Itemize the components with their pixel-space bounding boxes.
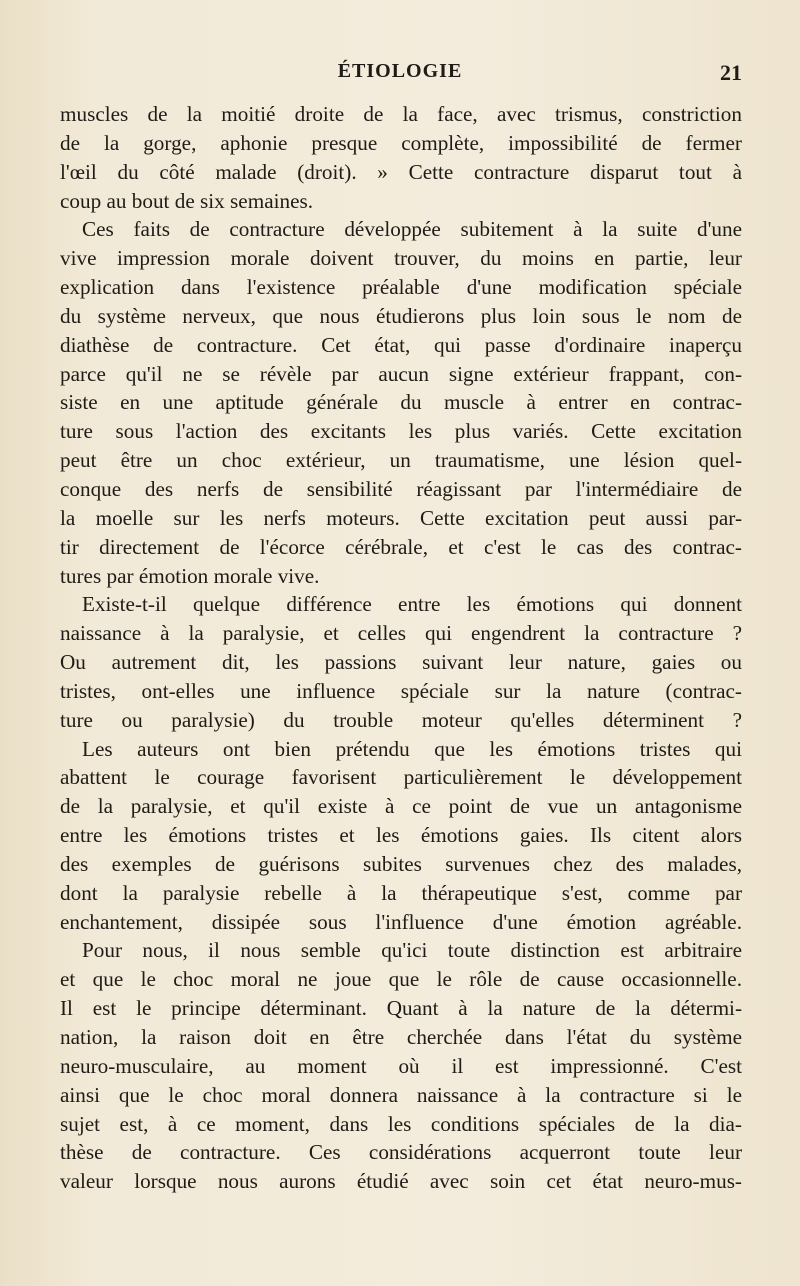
text-line: explication dans l'existence préalable d'une modification spéciale [60, 275, 742, 300]
text-line: et que le choc moral ne joue que le rôle de cause occasionnelle. [60, 967, 742, 992]
text-line: l'œil du côté malade (droit). » Cette contracture disparut tout à [60, 159, 742, 184]
running-header [0, 60, 800, 90]
text-line: Existe-t-il quelque différence entre les émotions qui donnent [82, 592, 742, 617]
text-line: Les auteurs ont bien prétendu que les émotions tristes qui [82, 736, 742, 761]
text-line: Pour nous, il nous semble qu'ici toute distinction est arbitraire [82, 938, 742, 963]
text-line: de la paralysie, et qu'il existe à ce point de vue un antagonisme [60, 794, 742, 819]
text-line: ture sous l'action des excitants les plus variés. Cette excitation [60, 419, 742, 444]
text-line: de la gorge, aphonie presque complète, impossibilité de fermer [60, 130, 742, 155]
text-line: valeur lorsque nous aurons étudié avec soin cet état neuro-mus- [60, 1169, 742, 1194]
text-line: neuro-musculaire, au moment où il est impressionné. C'est [60, 1053, 742, 1078]
text-line: enchantement, dissipée sous l'influence d'une émotion agréable. [60, 909, 742, 934]
text-line: dont la paralysie rebelle à la thérapeutique s'est, comme par [60, 880, 742, 905]
text-line: naissance à la paralysie, et celles qui engendrent la contracture ? [60, 621, 742, 646]
text-line: entre les émotions tristes et les émotions gaies. Ils citent alors [60, 823, 742, 848]
text-line: sujet est, à ce moment, dans les conditions spéciales de la dia- [60, 1111, 742, 1136]
text-line: parce qu'il ne se révèle par aucun signe extérieur frappant, con- [60, 361, 742, 386]
text-line: tristes, ont-elles une influence spéciale sur la nature (contrac- [60, 678, 742, 703]
text-line: la moelle sur les nerfs moteurs. Cette excitation peut aussi par- [60, 505, 742, 530]
text-line: coup au bout de six semaines. [60, 188, 314, 213]
text-line: des exemples de guérisons subites survenues chez des malades, [60, 851, 742, 876]
chapter-title: ÉTIOLOGIE [337, 60, 463, 82]
page-number: 21 [720, 60, 742, 85]
text-line: diathèse de contracture. Cet état, qui passe d'ordinaire inaperçu [60, 332, 742, 357]
text-line: Il est le principe déterminant. Quant à la nature de la détermi- [60, 996, 742, 1021]
body-text [60, 100, 742, 1196]
text-line: thèse de contracture. Ces considérations acquerront toute leur [60, 1140, 742, 1165]
text-line: vive impression morale doivent trouver, du moins en partie, leur [60, 246, 742, 271]
text-line: siste en une aptitude générale du muscle à entrer en contrac- [60, 390, 742, 415]
text-line: muscles de la moitié droite de la face, avec trismus, constriction [60, 102, 742, 126]
text-line: ture ou paralysie) du trouble moteur qu'elles déterminent ? [60, 707, 742, 732]
text-line: conque des nerfs de sensibilité réagissant par l'intermédiaire de [60, 476, 742, 501]
text-line: nation, la raison doit en être cherchée dans l'état du système [60, 1025, 742, 1049]
text-line: ainsi que le choc moral donnera naissance à la contracture si le [60, 1082, 742, 1107]
text-line: Ou autrement dit, les passions suivant leur nature, gaies ou [60, 650, 742, 675]
text-line: abattent le courage favorisent particulièrement le développement [60, 765, 742, 790]
text-line: tures par émotion morale vive. [60, 563, 320, 588]
text-line: tir directement de l'écorce cérébrale, et c'est le cas des contrac- [60, 534, 742, 559]
text-line: du système nerveux, que nous étudierons plus loin sous le nom de [60, 303, 742, 328]
text-line: peut être un choc extérieur, un traumatisme, une lésion quel- [60, 448, 742, 473]
text-line: Ces faits de contracture développée subitement à la suite d'une [82, 217, 742, 242]
